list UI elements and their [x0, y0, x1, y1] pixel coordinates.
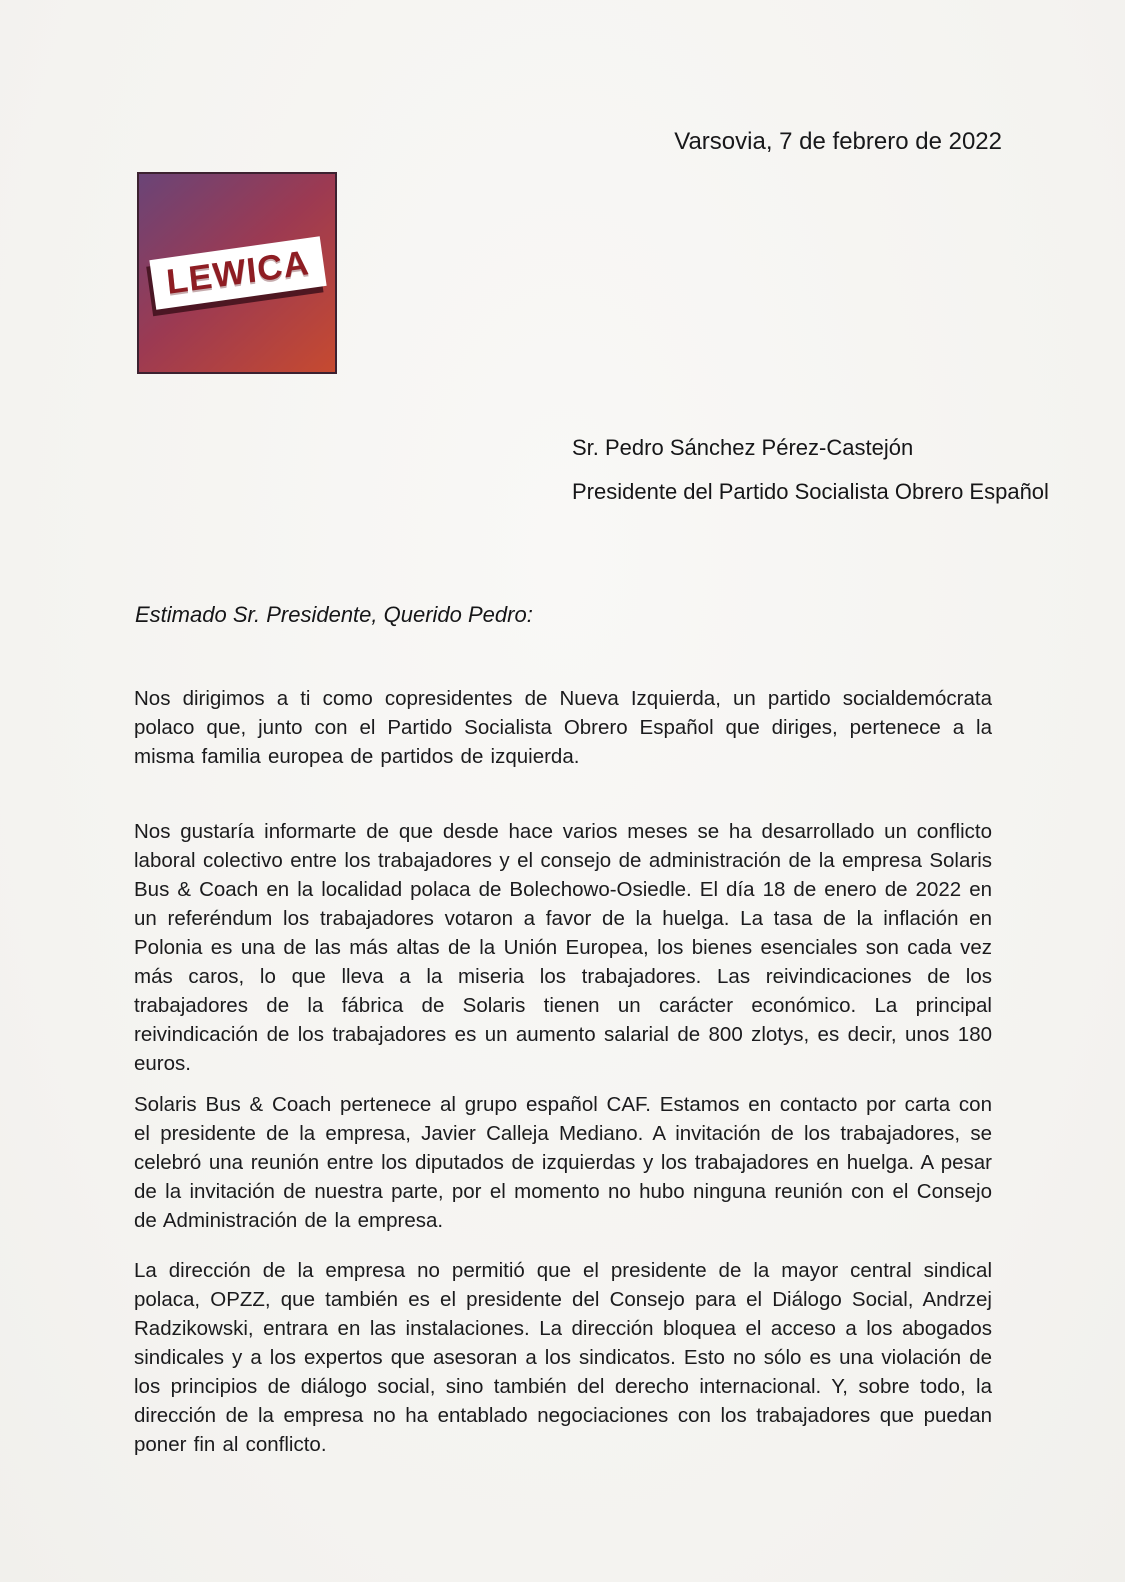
recipient-block — [572, 426, 1049, 514]
paragraph-introduction: Nos dirigimos a ti como copresidentes de Nueva Izquierda, un partido socialdemócrata polaco que, junto con el Partido Socialista Obrero Español que diriges, pertenece a la misma familia europea de partidos de izquierda. — [134, 687, 992, 768]
lewica-logo — [137, 172, 337, 374]
paragraph-conflict-description: Nos gustaría informarte de que desde hace varios meses se ha desarrollado un conflicto laboral colectivo entre los trabajadores y el consejo de administración de la empresa Solaris Bus & Coach en la localidad polaca de Bolechowo-Osiedle. El día 18 de enero de 2022 en un referéndum los trabajadores votaron a favor de la huelga. La tasa de la inflación en Polonia es una de las más altas de la Unión Europea, los bienes esenciales son cada vez más caros, lo que lleva a la miseria los trabajadores. Las reivindicaciones de los trabajadores de la fábrica de Solaris tienen un carácter económico. La principal reivindicación de los trabajadores es un aumento salarial de 800 zlotys, es decir, unos 180 euros. — [134, 820, 992, 1075]
lewica-logo-banner — [149, 236, 326, 309]
letter-date: Varsovia, 7 de febrero de 2022 — [674, 128, 1002, 155]
lewica-logo-text: LEWICA — [164, 243, 312, 302]
recipient-title: Presidente del Partido Socialista Obrero Español — [572, 479, 1049, 504]
salutation: Estimado Sr. Presidente, Querido Pedro: — [135, 602, 533, 627]
paragraph-management-actions: La dirección de la empresa no permitió que el presidente de la mayor central sindical polaca, OPZZ, que también es el presidente del Consejo para el Diálogo Social, Andrzej Radzikowski, entrara en las instalaciones. La dirección bloquea el acceso a los abogados sindicales y a los expertos que asesoran a los sindicatos. Esto no sólo es una violación de los principios de diálogo social, sino también del derecho internacional. Y, sobre todo, la dirección de la empresa no ha entablado negociaciones con los trabajadores que puedan poner fin al conflicto. — [134, 1259, 992, 1456]
recipient-name: Sr. Pedro Sánchez Pérez-Castejón — [572, 435, 914, 460]
paragraph-caf-contact: Solaris Bus & Coach pertenece al grupo español CAF. Estamos en contacto por carta con el presidente de la empresa, Javier Calleja Mediano. A invitación de los trabajadores, se celebró una reunión entre los diputados de izquierdas y los trabajadores en huelga. A pesar de la invitación de nuestra parte, por el momento no hubo ninguna reunión con el Consejo de Administración de la empresa. — [134, 1093, 992, 1232]
